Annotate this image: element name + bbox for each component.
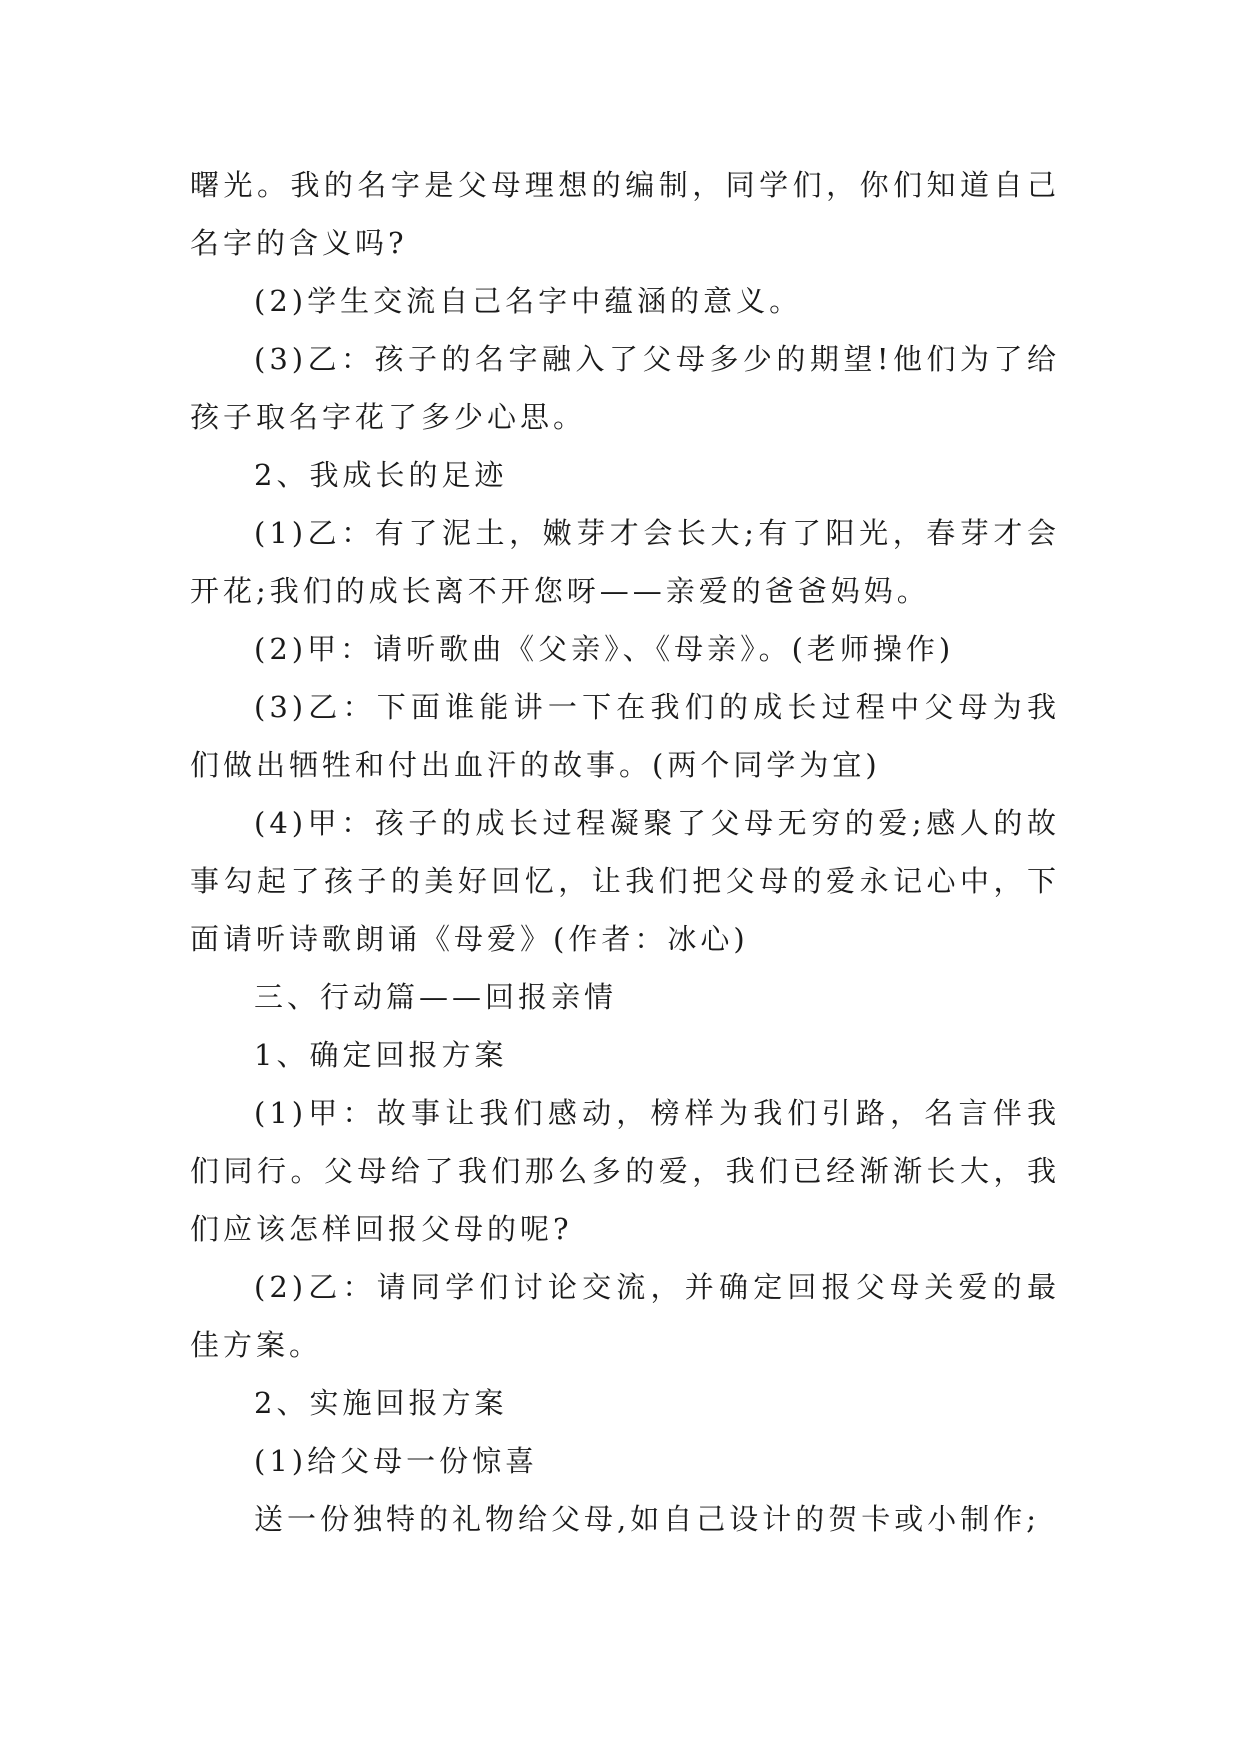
paragraph: (2)甲：请听歌曲《父亲》、《母亲》。(老师操作) xyxy=(254,632,955,666)
paragraph: (2)乙：请同学们讨论交流，并确定回报父母关爱的最佳方案。 xyxy=(190,1270,1060,1362)
paragraph: (3)乙：下面谁能讲一下在我们的成长过程中父母为我们做出牺牲和付出血汗的故事。(两个同学为宜) xyxy=(190,690,1060,782)
section-heading: 三、行动篇——回报亲情 xyxy=(254,980,618,1014)
section-heading: 1、确定回报方案 xyxy=(254,1038,508,1072)
document-body xyxy=(190,156,1060,1548)
paragraph: (4)甲：孩子的成长过程凝聚了父母无穷的爱;感人的故事勾起了孩子的美好回忆，让我们把父母的爱永记心中，下面请听诗歌朗诵《母爱》(作者：冰心) xyxy=(190,806,1060,956)
paragraph: (1)乙：有了泥土，嫩芽才会长大;有了阳光，春芽才会开花;我们的成长离不开您呀——亲爱的爸爸妈妈。 xyxy=(190,516,1060,608)
paragraph: (2)学生交流自己名字中蕴涵的意义。 xyxy=(254,284,803,318)
section-heading: 2、我成长的足迹 xyxy=(254,458,508,492)
paragraph: 曙光。我的名字是父母理想的编制，同学们，你们知道自己名字的含义吗? xyxy=(190,168,1060,260)
paragraph: 送一份独特的礼物给父母,如自己设计的贺卡或小制作; xyxy=(254,1502,1040,1536)
paragraph: (1)甲：故事让我们感动，榜样为我们引路，名言伴我们同行。父母给了我们那么多的爱，我们已经渐渐长大，我们应该怎样回报父母的呢? xyxy=(190,1096,1060,1246)
paragraph: (1)给父母一份惊喜 xyxy=(254,1444,539,1478)
section-heading: 2、实施回报方案 xyxy=(254,1386,508,1420)
paragraph: (3)乙：孩子的名字融入了父母多少的期望!他们为了给孩子取名字花了多少心思。 xyxy=(190,342,1060,434)
